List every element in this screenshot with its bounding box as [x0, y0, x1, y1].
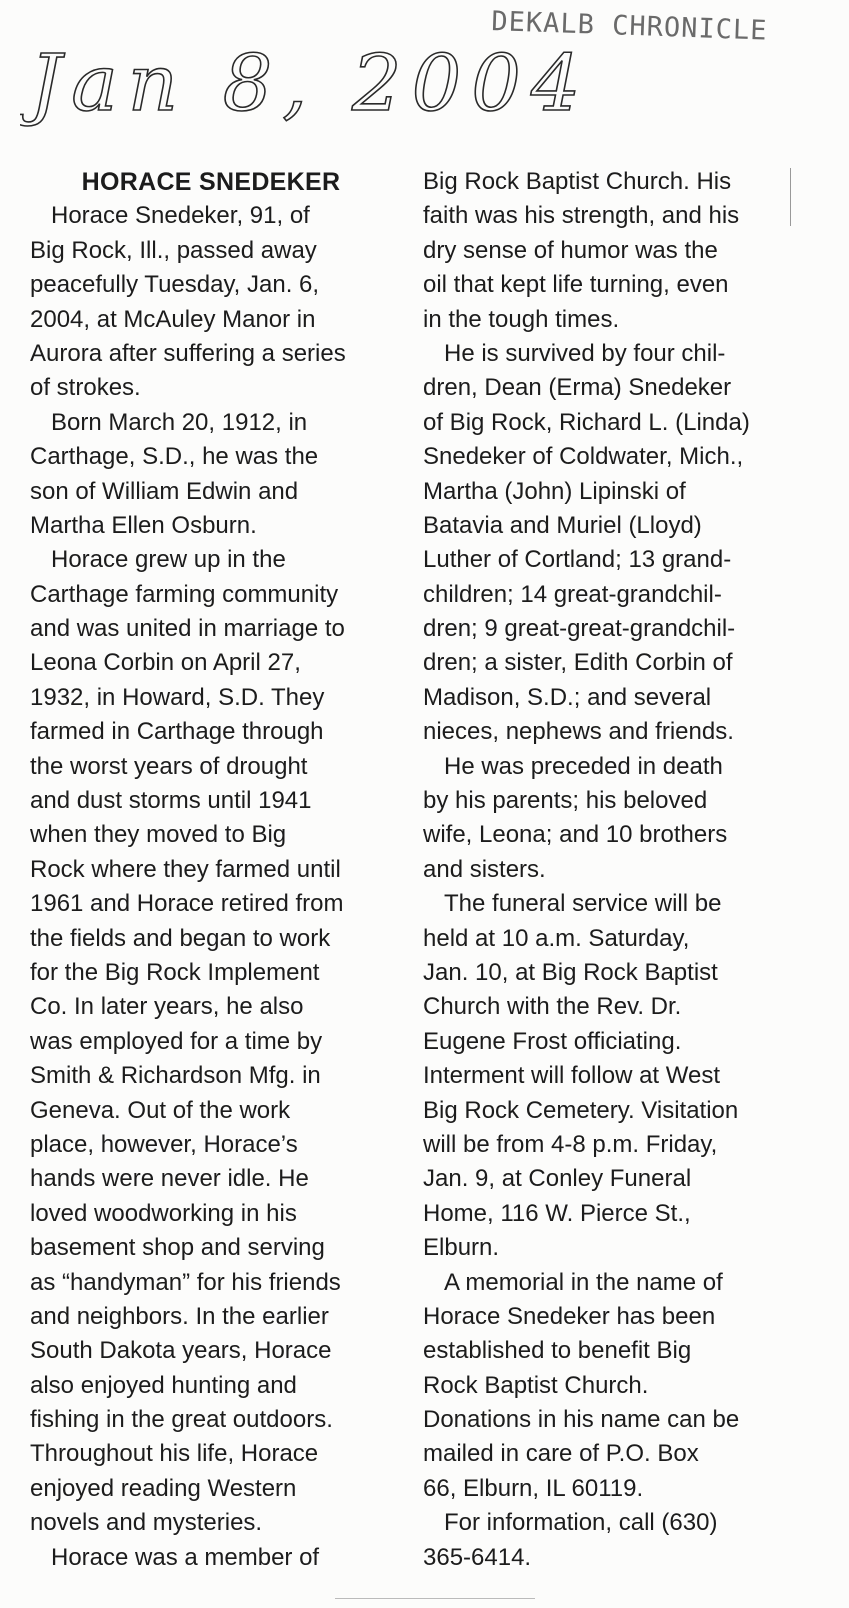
text-line: He is survived by four chil- [444, 339, 726, 367]
text-line: 1961 and Horace retired from [30, 890, 344, 918]
text-line: dry sense of humor was the [423, 236, 718, 264]
text-line: Luther of Cortland; 13 grand- [423, 546, 732, 574]
text-line: the worst years of drought [30, 752, 308, 780]
text-line: He was preceded in death [444, 752, 723, 780]
text-line: 1932, in Howard, S.D. They [30, 683, 325, 711]
text-line: Co. In later years, he also [30, 993, 304, 1021]
text-line: Martha (John) Lipinski of [423, 477, 686, 505]
right-column [423, 165, 803, 1575]
text-line: Big Rock, Ill., passed away [30, 236, 317, 264]
obituary-heading: HORACE SNEDEKER [81, 168, 341, 196]
text-line: Born March 20, 1912, in [51, 408, 308, 436]
text-line: For information, call (630) [444, 1509, 718, 1537]
text-line: son of William Edwin and [30, 477, 299, 505]
text-line: fishing in the great outdoors. [30, 1406, 333, 1434]
text-line: dren; a sister, Edith Corbin of [423, 649, 733, 677]
text-line: held at 10 a.m. Saturday, [423, 924, 690, 952]
text-line: peacefully Tuesday, Jan. 6, [30, 271, 320, 299]
handwritten-date-text: Jan 8, 2004 [30, 39, 591, 129]
text-line: of strokes. [30, 374, 141, 402]
text-line: Snedeker of Coldwater, Mich., [423, 443, 744, 471]
text-line: farmed in Carthage through [30, 718, 324, 746]
text-line: dren, Dean (Erma) Snedeker [423, 374, 732, 402]
text-line: Horace was a member of [51, 1543, 320, 1571]
left-column [30, 165, 402, 1575]
text-line: and dust storms until 1941 [30, 787, 312, 815]
text-line: nieces, nephews and friends. [423, 718, 734, 746]
text-line: Horace Snedeker, 91, of [51, 202, 310, 230]
text-line: when they moved to Big [30, 821, 287, 849]
text-line: wife, Leona; and 10 brothers [423, 821, 728, 849]
text-line: established to benefit Big [423, 1337, 692, 1365]
text-line: enjoyed reading Western [30, 1474, 297, 1502]
text-line: the fields and began to work [30, 924, 331, 952]
text-line: hands were never idle. He [30, 1165, 309, 1193]
handwritten-date [20, 10, 620, 140]
text-line: Geneva. Out of the work [30, 1096, 291, 1124]
text-line: Elburn. [423, 1234, 500, 1262]
text-line: dren; 9 great-great-grandchil- [423, 615, 736, 643]
text-line: Big Rock Cemetery. Visitation [423, 1096, 739, 1124]
text-line: and sisters. [423, 855, 546, 883]
text-line: Batavia and Muriel (Lloyd) [423, 511, 702, 539]
text-line: Church with the Rev. Dr. [423, 993, 682, 1021]
text-line: Carthage, S.D., he was the [30, 443, 319, 471]
text-line: place, however, Horace’s [30, 1130, 298, 1158]
text-line: Jan. 9, at Conley Funeral [423, 1165, 692, 1193]
text-line: Horace grew up in the [51, 546, 286, 574]
text-line: as “handyman” for his friends [30, 1268, 341, 1296]
text-line: Rock Baptist Church. [423, 1371, 649, 1399]
text-line: Home, 116 W. Pierce St., [423, 1199, 691, 1227]
text-line: South Dakota years, Horace [30, 1337, 332, 1365]
text-line: oil that kept life turning, even [423, 271, 729, 299]
text-line: Horace Snedeker has been [423, 1302, 716, 1330]
text-line: basement shop and serving [30, 1234, 325, 1262]
text-line: mailed in care of P.O. Box [423, 1440, 699, 1468]
text-line: by his parents; his beloved [423, 787, 708, 815]
text-line: children; 14 great-grandchil- [423, 580, 722, 608]
text-line: for the Big Rock Implement [30, 958, 320, 986]
text-line: 365-6414. [423, 1543, 532, 1571]
text-line: loved woodworking in his [30, 1199, 297, 1227]
text-line: of Big Rock, Richard L. (Linda) [423, 408, 750, 436]
text-line: was employed for a time by [30, 1027, 323, 1055]
text-line: will be from 4-8 p.m. Friday, [423, 1130, 718, 1158]
text-line: Rock where they farmed until [30, 855, 341, 883]
text-line: Interment will follow at West [423, 1062, 720, 1090]
text-line: faith was his strength, and his [423, 202, 740, 230]
text-line: Carthage farming community [30, 580, 339, 608]
text-line: and neighbors. In the earlier [30, 1302, 329, 1330]
text-line: 2004, at McAuley Manor in [30, 305, 316, 333]
text-line: Jan. 10, at Big Rock Baptist [423, 958, 718, 986]
text-line: in the tough times. [423, 305, 620, 333]
text-line: A memorial in the name of [444, 1268, 723, 1296]
text-line: Eugene Frost officiating. [423, 1027, 682, 1055]
text-line: The funeral service will be [444, 890, 722, 918]
newspaper-masthead-stamp: DEKALB CHRONICLE [490, 6, 768, 47]
text-line: and was united in marriage to [30, 615, 345, 643]
text-line: Big Rock Baptist Church. His [423, 168, 732, 195]
text-line: also enjoyed hunting and [30, 1371, 297, 1399]
text-line: Throughout his life, Horace [30, 1440, 319, 1468]
text-line: 66, Elburn, IL 60119. [423, 1474, 644, 1502]
text-line: Donations in his name can be [423, 1406, 740, 1434]
text-line: Madison, S.D.; and several [423, 683, 712, 711]
text-line: Martha Ellen Osburn. [30, 511, 257, 539]
text-line: Smith & Richardson Mfg. in [30, 1062, 321, 1090]
text-line: novels and mysteries. [30, 1509, 263, 1537]
text-line: Leona Corbin on April 27, [30, 649, 301, 677]
bottom-rule [335, 1598, 535, 1599]
text-line: Aurora after suffering a series [30, 339, 346, 367]
column-rule [790, 168, 791, 226]
